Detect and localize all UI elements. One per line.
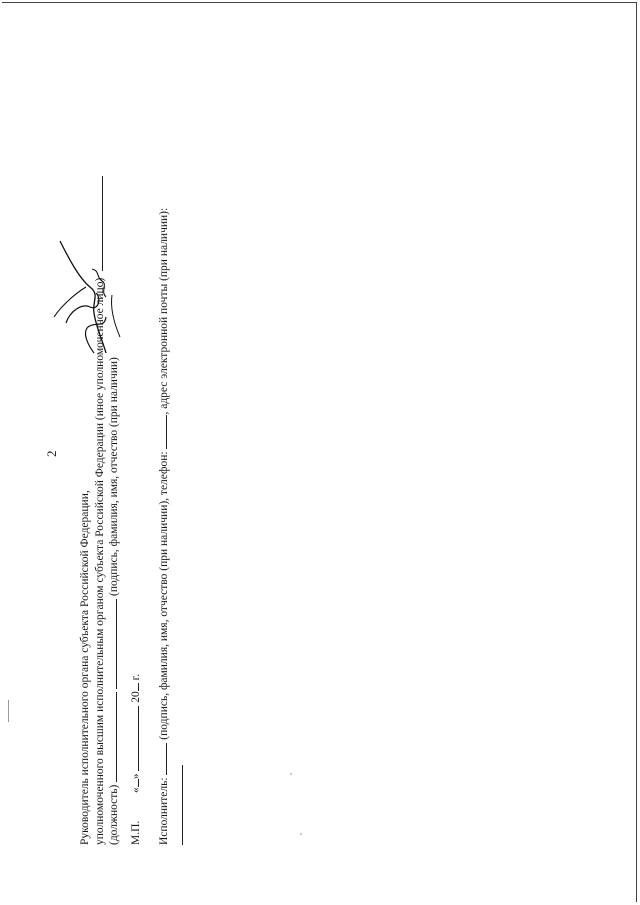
email-line [172, 765, 187, 845]
position-label: (должность) [108, 784, 120, 845]
day-blank[interactable] [128, 779, 139, 787]
scan-speck [300, 833, 302, 835]
page-number: 2 [44, 450, 59, 457]
quote-open: « [130, 787, 142, 793]
signature-blank-2[interactable] [106, 599, 117, 689]
stamp-date-line [128, 674, 143, 845]
month-blank[interactable] [128, 706, 139, 771]
header-line-3 [106, 357, 121, 845]
signature-blank-1[interactable] [106, 692, 117, 782]
executor-label: Исполнитель: [158, 777, 170, 845]
email-blank[interactable] [172, 765, 183, 845]
email-caption: , адрес электронной почты (при наличии): [158, 207, 170, 415]
executor-line [156, 208, 171, 845]
handwritten-signature [48, 237, 130, 357]
header-line-2-text: уполномоченного высшим исполнительным органом субъекта Российской Федерации (иное уполномоченное лицо) [94, 277, 106, 845]
executor-caption: (подпись, фамилия, имя, отчество (при наличии), телефон: [158, 451, 170, 740]
year-suffix: г. [130, 674, 142, 681]
signature-caption: (подпись, фамилия, имя, отчество (при наличии) [108, 357, 120, 597]
mp-label: М.П. [130, 820, 142, 845]
scan-speck [290, 773, 292, 775]
executor-signature-blank[interactable] [156, 743, 167, 775]
quote-close: » [130, 773, 142, 780]
year-blank[interactable] [128, 683, 139, 691]
phone-blank[interactable] [156, 415, 167, 449]
year-prefix: 20 [130, 691, 142, 703]
header-line-1: Руководитель исполнительного органа субъекта Российской Федерации, [79, 490, 91, 845]
